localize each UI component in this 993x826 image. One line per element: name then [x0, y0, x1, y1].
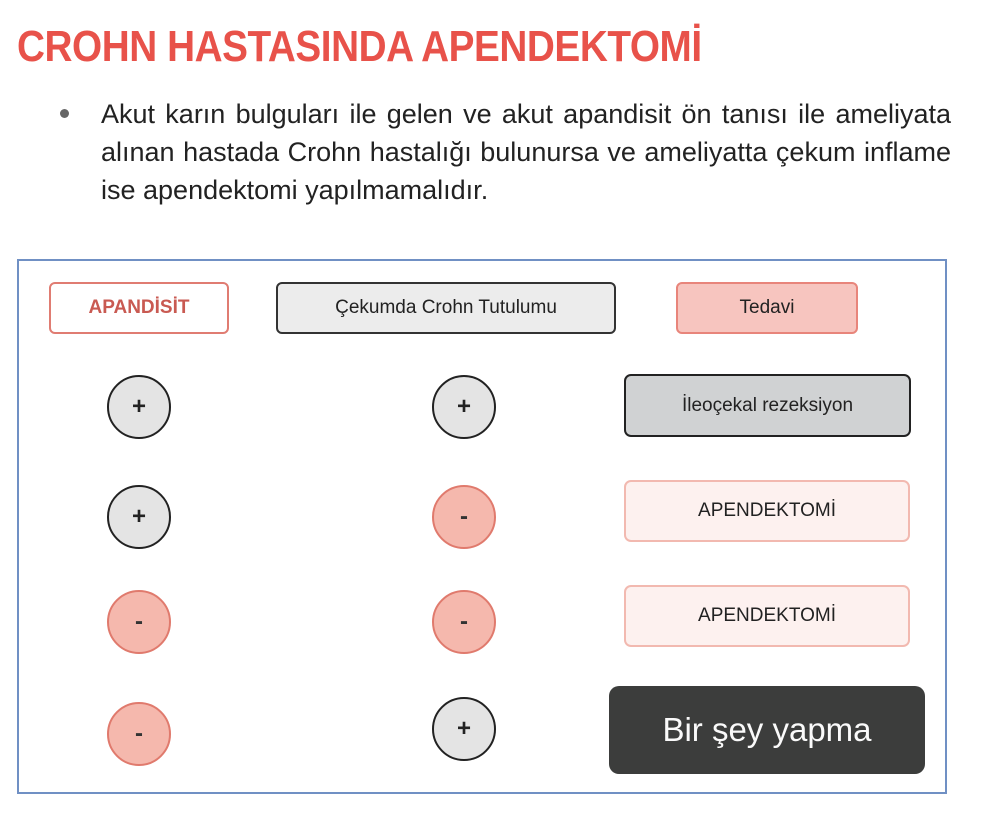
- header-apandisit: APANDİSİT: [49, 282, 229, 334]
- row3-result-apendektomi: APENDEKTOMİ: [624, 585, 910, 647]
- row3-cekum-minus-circle: -: [432, 590, 496, 654]
- header-tedavi: Tedavi: [676, 282, 858, 334]
- row1-apandisit-plus-circle: +: [107, 375, 171, 439]
- row4-cekum-plus-circle: +: [432, 697, 496, 761]
- row4-result-bir-sey-yapma: Bir şey yapma: [609, 686, 925, 774]
- row2-apandisit-plus-circle: +: [107, 485, 171, 549]
- row2-result-apendektomi: APENDEKTOMİ: [624, 480, 910, 542]
- row3-apandisit-minus-circle: -: [107, 590, 171, 654]
- row2-cekum-minus-circle: -: [432, 485, 496, 549]
- bullet-text: Akut karın bulguları ile gelen ve akut apandisit ön tanısı ile ameliyata alınan hastada Crohn hastalığı bulunursa ve ameliyatta çekum inflame ise apendektomi yapılmamalıdır.: [101, 99, 951, 205]
- decision-diagram: [17, 259, 947, 794]
- page-title: CROHN HASTASINDA APENDEKTOMİ: [17, 22, 702, 71]
- row4-apandisit-minus-circle: -: [107, 702, 171, 766]
- header-cekum-crohn: Çekumda Crohn Tutulumu: [276, 282, 616, 334]
- row1-cekum-plus-circle: +: [432, 375, 496, 439]
- row1-result-ileocekal-rezeksiyon: İleoçekal rezeksiyon: [624, 374, 911, 437]
- bullet-dot-icon: [60, 109, 69, 118]
